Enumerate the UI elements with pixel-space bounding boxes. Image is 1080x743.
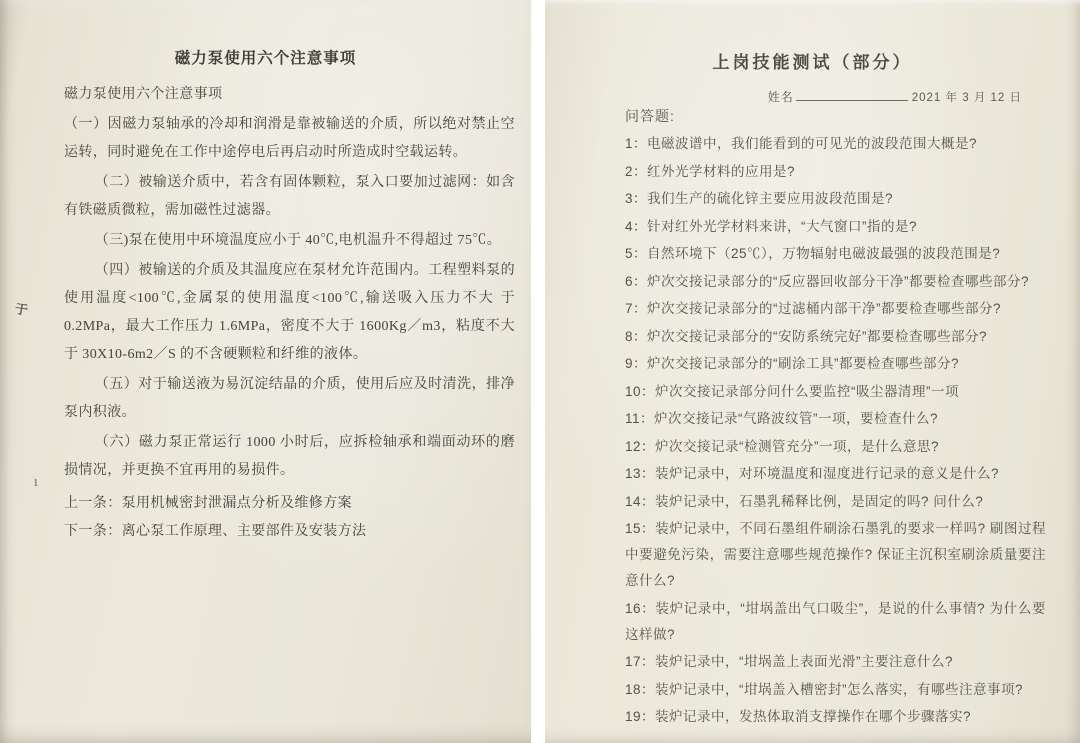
- document-page-right: [545, 0, 1080, 743]
- paragraph-4: （四）被输送的介质及其温度应在泵材允许范围内。工程塑料泵的使用温度<100℃,金属泵的使用温度<100℃,输送吸入压力不大 于 0.2MPa，最大工作压力 1.6MPa，密度不大于 1600Kg／m3，粘度不大于 30X10-6m2／S 的不含硬颗粒和纤维的液体。: [64, 263, 515, 362]
- paragraph-3: （三)泵在使用中环境温度应小于 40℃,电机温升不得超过 75℃。: [94, 233, 502, 248]
- name-blank-line: [796, 90, 908, 101]
- question-9: 9：炉次交接记录部分的“刷涂工具”都要检查哪些部分?: [625, 356, 960, 371]
- name-field-label: 姓名: [767, 90, 794, 104]
- question-19: 19：装炉记录中，发热体取消支撑操作在哪个步骤落实?: [625, 709, 972, 724]
- name-date-row: [545, 88, 1022, 105]
- question-3: 3：我们生产的硫化锌主要应用波段范围是?: [625, 191, 894, 206]
- left-intro-line: 磁力泵使用六个注意事项: [64, 87, 223, 102]
- paragraph-5: （五）对于输送液为易沉淀结晶的介质，使用后应及时清洗，排净泵内积液。: [64, 377, 515, 420]
- left-page-title: 磁力泵使用六个注意事项: [174, 50, 357, 67]
- question-5: 5：自然环境下（25℃），万物辐射电磁波最强的波段范围是?: [625, 246, 1001, 261]
- handwritten-margin-mark: 于: [13, 301, 29, 318]
- question-12: 12：炉次交接记录“检测管充分”一项，是什么意思?: [625, 438, 940, 454]
- question-4: 4：针对红外光学材料来讲，“大气窗口”指的是?: [625, 218, 918, 234]
- question-13: 13：装炉记录中，对环境温度和湿度进行记录的意义是什么?: [625, 466, 1000, 481]
- article-links: [64, 490, 515, 546]
- prev-article-link: 上一条：泵用机械密封泄漏点分析及维修方案: [64, 496, 352, 511]
- question-8: 8：炉次交接记录部分的“安防系统完好”都要检查哪些部分?: [625, 328, 988, 344]
- paragraph-1: （一）因磁力泵轴承的冷却和润滑是靠被输送的介质，所以绝对禁止空运转，同时避免在工作中途停电后再启动时所造成时空载运转。: [64, 117, 515, 160]
- question-11: 11：炉次交接记录“气路波纹管”一项，要检查什么?: [625, 411, 939, 426]
- right-page-title: 上岗技能测试（部分）: [712, 53, 913, 72]
- question-16: 16：装炉记录中，“坩埚盖出气口吸尘”，是说的什么事情? 为什么要这样做?: [625, 600, 1046, 642]
- left-page-body: [64, 81, 515, 546]
- question-6: 6：炉次交接记录部分的“反应器回收部分干净”都要检查哪些部分?: [625, 273, 1030, 289]
- question-14: 14：装炉记录中，石墨乳稀释比例，是固定的吗? 问什么?: [625, 493, 984, 509]
- question-10: 10：炉次交接记录部分问什么要监控“吸尘器清理”一项: [625, 383, 960, 399]
- question-18: 18：装炉记录中，“坩埚盖入槽密封”怎么落实，有哪些注意事项?: [625, 681, 1024, 697]
- date-text: 2021 年 3 月 12 日: [911, 92, 1022, 104]
- paragraph-2: （二）被输送介质中，若含有固体颗粒，泵入口要加过滤网：如含有铁磁质微粒，需加磁性过滤器。: [64, 175, 515, 218]
- section-label: 问答题:: [625, 108, 675, 124]
- paragraph-6: （六）磁力泵正常运行 1000 小时后，应拆检轴承和端面动环的磨损情况，并更换不宜再用的易损件。: [64, 435, 515, 478]
- margin-number-mark: 1: [33, 477, 39, 489]
- next-article-link: 下一条：离心泵工作原理、主要部件及安装方法: [64, 524, 367, 539]
- question-list: [625, 131, 1046, 730]
- question-17: 17：装炉记录中，“坩埚盖上表面光滑”主要注意什么?: [625, 654, 954, 669]
- question-2: 2：红外光学材料的应用是?: [625, 163, 796, 179]
- question-7: 7：炉次交接记录部分的“过滤桶内部干净”都要检查哪些部分?: [625, 301, 1002, 316]
- question-1: 1：电磁波谱中，我们能看到的可见光的波段范围大概是?: [625, 136, 978, 151]
- document-page-left: [0, 0, 531, 743]
- question-15: 15：装炉记录中，不同石墨组件刷涂石墨乳的要求一样吗? 刷图过程中要避免污染，需要注意哪些规范操作? 保证主沉积室刷涂质量要注意什么?: [625, 521, 1046, 588]
